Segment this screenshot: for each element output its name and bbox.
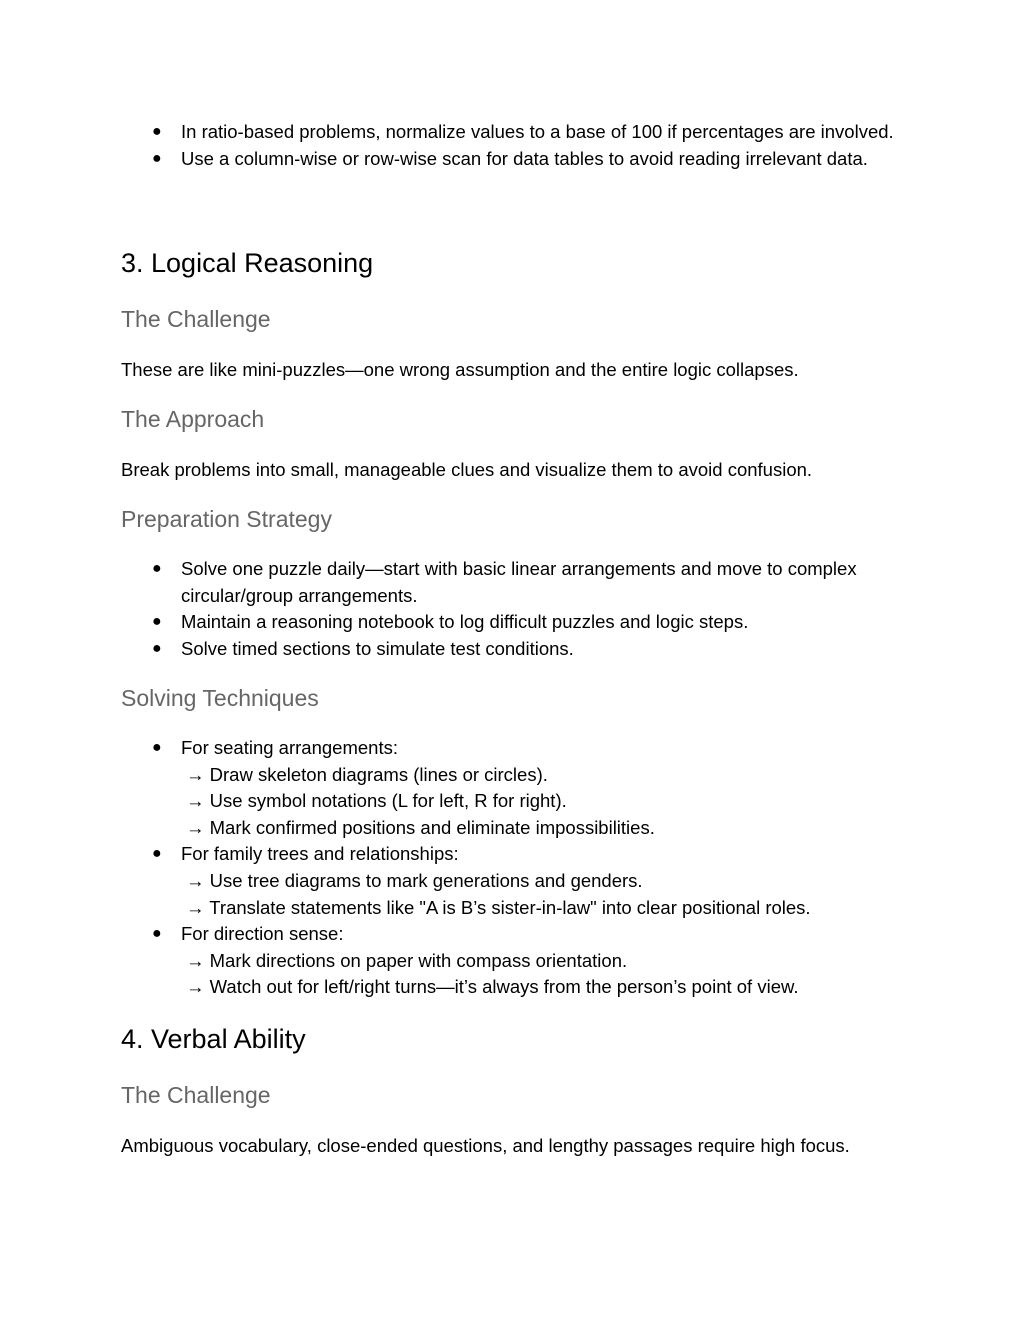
- bullet-icon: ●: [152, 845, 162, 863]
- list-item: ● Maintain a reasoning notebook to log difficult puzzles and logic steps.: [121, 609, 901, 636]
- sub-step: → Mark confirmed positions and eliminate impossibilities.: [186, 816, 655, 838]
- sub-step: → Translate statements like "A is B’s sister-in-law" into clear positional roles.: [186, 896, 811, 918]
- list-item: ● For direction sense: → Mark directions on paper with compass orientation. → Watch out for left/right turns—it’s always from the person’s point of view.: [121, 921, 901, 1001]
- bullet-icon: ●: [152, 123, 162, 140]
- sub-step: → Watch out for left/right turns—it’s always from the person’s point of view.: [186, 976, 799, 998]
- list-item: ● Solve one puzzle daily—start with basic linear arrangements and move to complex circular/group arrangements.: [152, 558, 857, 606]
- list-item: ● For seating arrangements: → Draw skeleton diagrams (lines or circles). → Use symbol notations (L for left, R for right). → Mark confirmed positions and eliminate impossibilities.: [121, 735, 901, 841]
- preparation-list: [121, 556, 901, 662]
- challenge-text: These are like mini-puzzles—one wrong assumption and the entire logic collapses.: [121, 359, 799, 380]
- bullet-icon: ●: [152, 925, 162, 943]
- subheading-challenge: The Challenge: [121, 306, 271, 332]
- subheading-approach: The Approach: [121, 406, 265, 432]
- top-bullet-list: [121, 119, 901, 172]
- bullet-icon: ●: [152, 149, 162, 167]
- sub-step: → Use symbol notations (L for left, R for right).: [186, 790, 567, 812]
- list-item: ● Solve timed sections to simulate test conditions.: [121, 636, 901, 663]
- subheading-solving-techniques: Solving Techniques: [121, 685, 319, 711]
- list-item: ● In ratio-based problems, normalize values to a base of 100 if percentages are involved.: [121, 119, 901, 146]
- bullet-icon: ●: [152, 639, 162, 657]
- sub-step: → Mark directions on paper with compass orientation.: [186, 949, 628, 971]
- bullet-icon: ●: [152, 739, 162, 756]
- section-heading-logical-reasoning: 3. Logical Reasoning: [121, 248, 374, 278]
- bullet-icon: ●: [152, 560, 162, 577]
- sub-step: → Use tree diagrams to mark generations and genders.: [186, 869, 643, 891]
- subheading-challenge: The Challenge: [121, 1082, 271, 1108]
- subheading-preparation-strategy: Preparation Strategy: [121, 506, 332, 532]
- bullet-icon: ●: [152, 613, 162, 631]
- list-item: ● Use a column-wise or row-wise scan for data tables to avoid reading irrelevant data.: [121, 146, 901, 173]
- techniques-list: [121, 735, 901, 1001]
- section-heading-verbal-ability: 4. Verbal Ability: [121, 1024, 306, 1054]
- approach-text: Break problems into small, manageable clues and visualize them to avoid confusion.: [121, 459, 813, 480]
- list-item: ● For family trees and relationships: → Use tree diagrams to mark generations and genders. → Translate statements like "A is B’s sister-in-law" into clear positional roles.: [121, 841, 901, 921]
- challenge-text: Ambiguous vocabulary, close-ended questions, and lengthy passages require high focus.: [121, 1135, 850, 1156]
- sub-step: → Draw skeleton diagrams (lines or circles).: [186, 763, 548, 785]
